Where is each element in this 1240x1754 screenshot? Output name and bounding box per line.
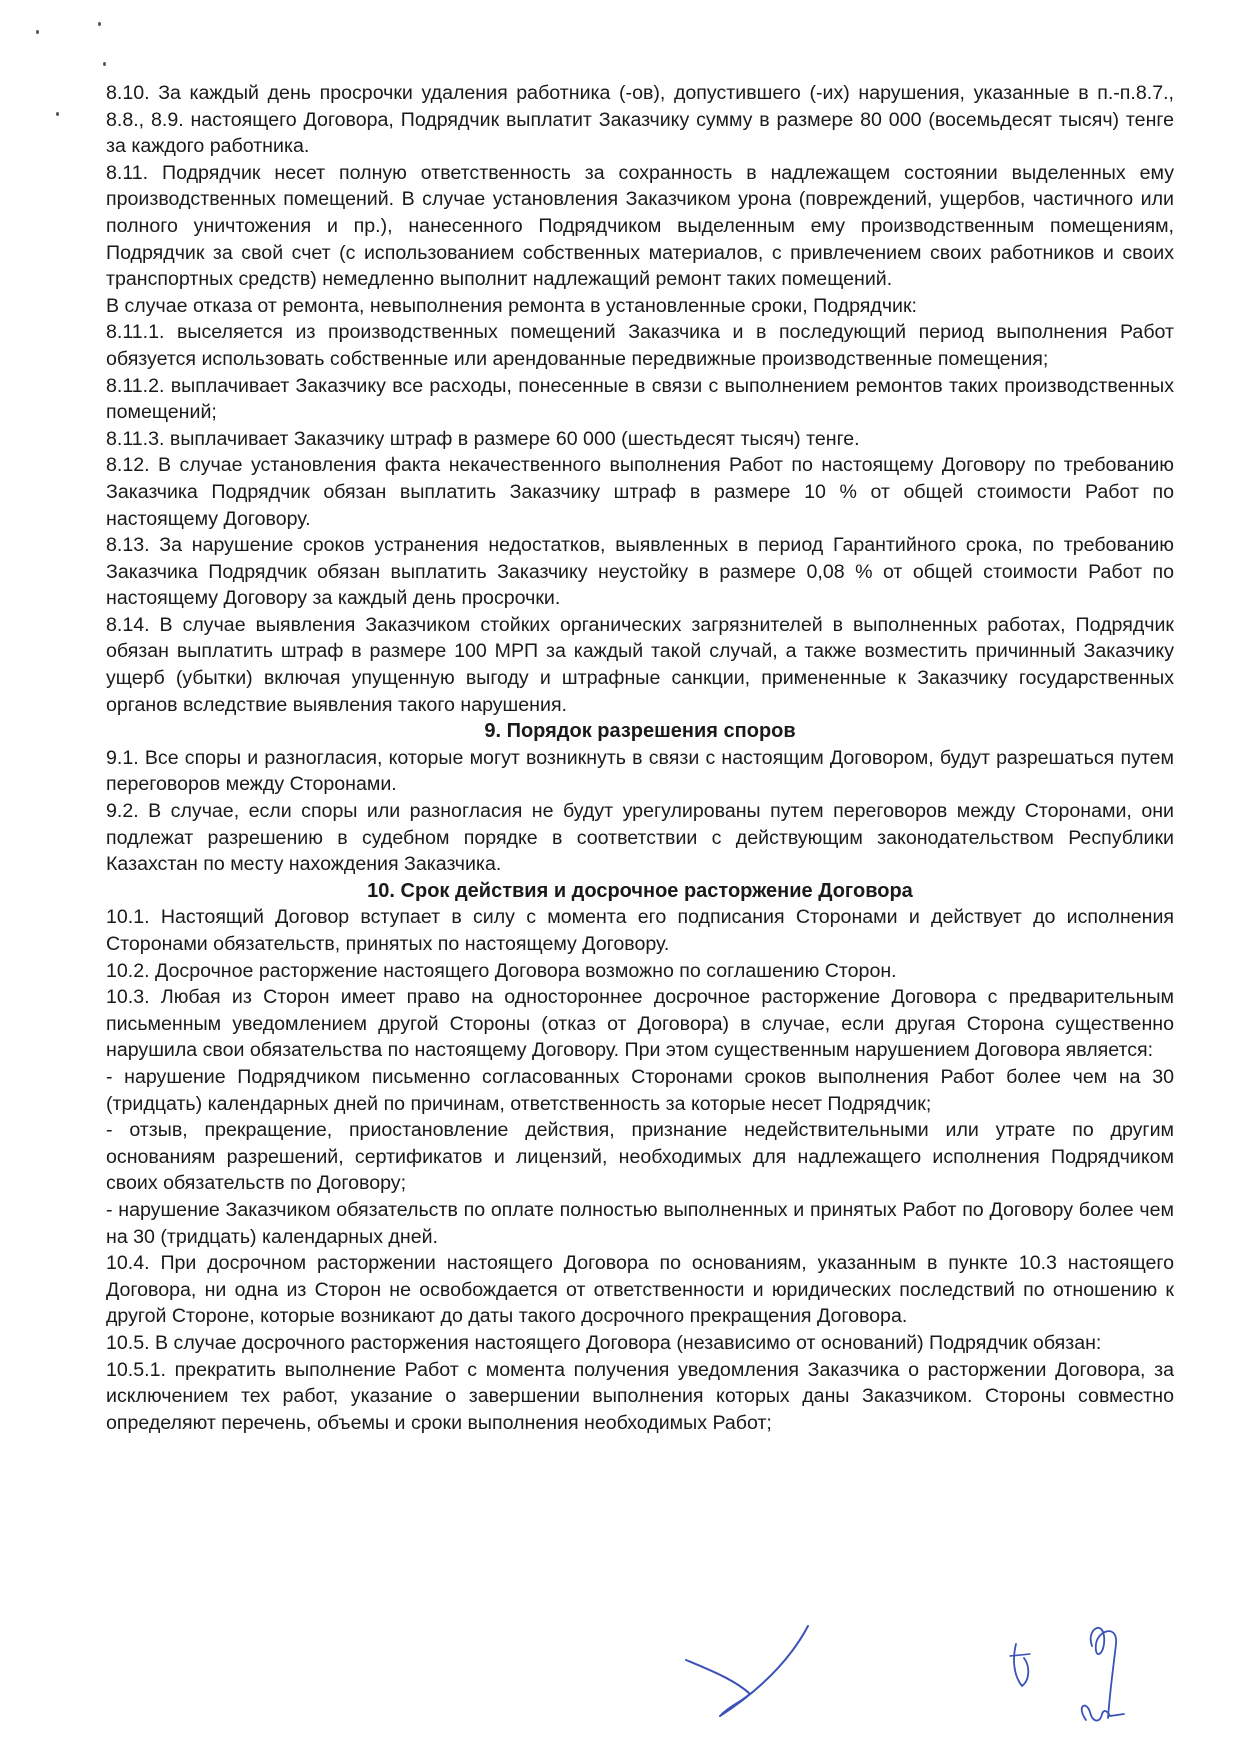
clause-8-11-3: 8.11.3. выплачивает Заказчику штраф в размере 60 000 (шестьдесят тысяч) тенге. <box>106 427 860 450</box>
scan-speck <box>56 112 59 116</box>
section-10-heading: 10. Срок действия и досрочное расторжение Договора <box>367 879 913 902</box>
scan-speck <box>36 30 39 34</box>
clause-8-10: 8.10. За каждый день просрочки удаления работника (-ов), допустившего (-их) нарушения, указанные в п.-п.8.7., 8.8., 8.9. настоящего Договора, Подрядчик выплатит Заказчику сумму в размере 80 000 (восемьдесят тысяч) тенге за каждого работника. <box>106 82 1174 158</box>
clause-10-3: 10.3. Любая из Сторон имеет право на одностороннее досрочное расторжение Договора с предварительным письменным уведомлением другой Стороны (отказ от Договора) в случае, если другая Сторона существенно нарушила свои обязательства по настоящему Договору. При этом существенным нарушением Договора является: <box>106 986 1174 1062</box>
clause-8-11-1: 8.11.1. выселяется из производственных помещений Заказчика и в последующий период выполнения Работ обязуется использовать собственные или арендованные передвижные производственные помещения; <box>106 321 1174 370</box>
clause-8-12: 8.12. В случае установления факта некачественного выполнения Работ по настоящему Договору по требованию Заказчика Подрядчик обязан выплатить Заказчику штраф в размере 10 % от общей стоимости Работ по настоящему Договору. <box>106 454 1174 530</box>
clause-8-11-intro: В случае отказа от ремонта, невыполнения ремонта в установленные сроки, Подрядчик: <box>106 294 917 317</box>
clause-9-1: 9.1. Все споры и разногласия, которые могут возникнуть в связи с настоящим Договором, будут разрешаться путем переговоров между Сторонами. <box>106 746 1174 796</box>
clause-8-13: 8.13. За нарушение сроков устранения недостатков, выявленных в период Гарантийного срока, по требованию Заказчика Подрядчик обязан выплатить Заказчику неустойку в размере 0,08 % от общей стоимости Работ по настоящему Договору за каждый день просрочки. <box>106 534 1174 610</box>
clause-10-4: 10.4. При досрочном расторжении настоящего Договора по основаниям, указанным в пункте 10.3 настоящего Договора, ни одна из Сторон не освобождается от ответственности и юридических последствий по отношению к другой Стороне, которые возникают до даты такого досрочного прекращения Договора. <box>106 1252 1174 1328</box>
section-9-heading: 9. Порядок разрешения споров <box>484 720 796 743</box>
document-body <box>106 80 1174 1436</box>
signature-right <box>990 1600 1180 1750</box>
clause-10-3-item-1: - нарушение Подрядчиком письменно согласованных Сторонами сроков выполнения Работ более чем на 30 (тридцать) календарных дней по причинам, ответственность за которые несет Подрядчик; <box>106 1065 1174 1115</box>
clause-10-5-1: 10.5.1. прекратить выполнение Работ с момента получения уведомления Заказчика о расторжении Договора, за исключением тех работ, указание о завершении выполнения которых даны Заказчиком. Стороны совместно определяют перечень, объемы и сроки выполнения необходимых Работ; <box>106 1358 1174 1434</box>
clause-10-3-item-3: - нарушение Заказчиком обязательств по оплате полностью выполненных и принятых Работ по Договору более чем на 30 (тридцать) календарных дней. <box>106 1198 1174 1248</box>
clause-8-11-2: 8.11.2. выплачивает Заказчику все расходы, понесенные в связи с выполнением ремонтов таких производственных помещений; <box>106 374 1174 424</box>
signature-left <box>680 1620 830 1730</box>
clause-10-5: 10.5. В случае досрочного расторжения настоящего Договора (независимо от оснований) Подрядчик обязан: <box>106 1331 1102 1354</box>
scan-speck <box>98 22 101 26</box>
clause-10-3-item-2: - отзыв, прекращение, приостановление действия, признание недействительными или утрате по другим основаниям разрешений, сертификатов и лицензий, необходимых для надлежащего исполнения Подрядчиком своих обязательств по Договору; <box>106 1119 1174 1195</box>
scan-speck <box>103 62 106 66</box>
clause-10-1: 10.1. Настоящий Договор вступает в силу с момента его подписания Сторонами и действует до исполнения Сторонами обязательств, принятых по настоящему Договору. <box>106 906 1174 955</box>
clause-10-2: 10.2. Досрочное расторжение настоящего Договора возможно по соглашению Сторон. <box>106 959 897 982</box>
clause-9-2: 9.2. В случае, если споры или разногласия не будут урегулированы путем переговоров между Сторонами, они подлежат разрешению в судебном порядке в соответствии с действующим законодательством Республики Казахстан по месту нахождения Заказчика. <box>106 800 1174 876</box>
clause-8-14: 8.14. В случае выявления Заказчиком стойких органических загрязнителей в выполненных работах, Подрядчик обязан выплатить штраф в размере 100 МРП за каждый такой случай, а также возместить причинный Заказчику ущерб (убытки) включая упущенную выгоду и штрафные санкции, примененные к Заказчику государственных органов вследствие выявления такого нарушения. <box>106 613 1174 716</box>
clause-8-11: 8.11. Подрядчик несет полную ответственность за сохранность в надлежащем состоянии выделенных ему производственных помещений. В случае установления Заказчиком урона (повреждений, ущербов, частичного или полного уничтожения и пр.), нанесенного Подрядчиком выделенным ему производственным помещениям, Подрядчик за свой счет (с использованием собственных материалов, с привлечением своих работников и своих транспортных средств) немедленно выполнит надлежащий ремонт таких помещений. <box>106 161 1174 291</box>
